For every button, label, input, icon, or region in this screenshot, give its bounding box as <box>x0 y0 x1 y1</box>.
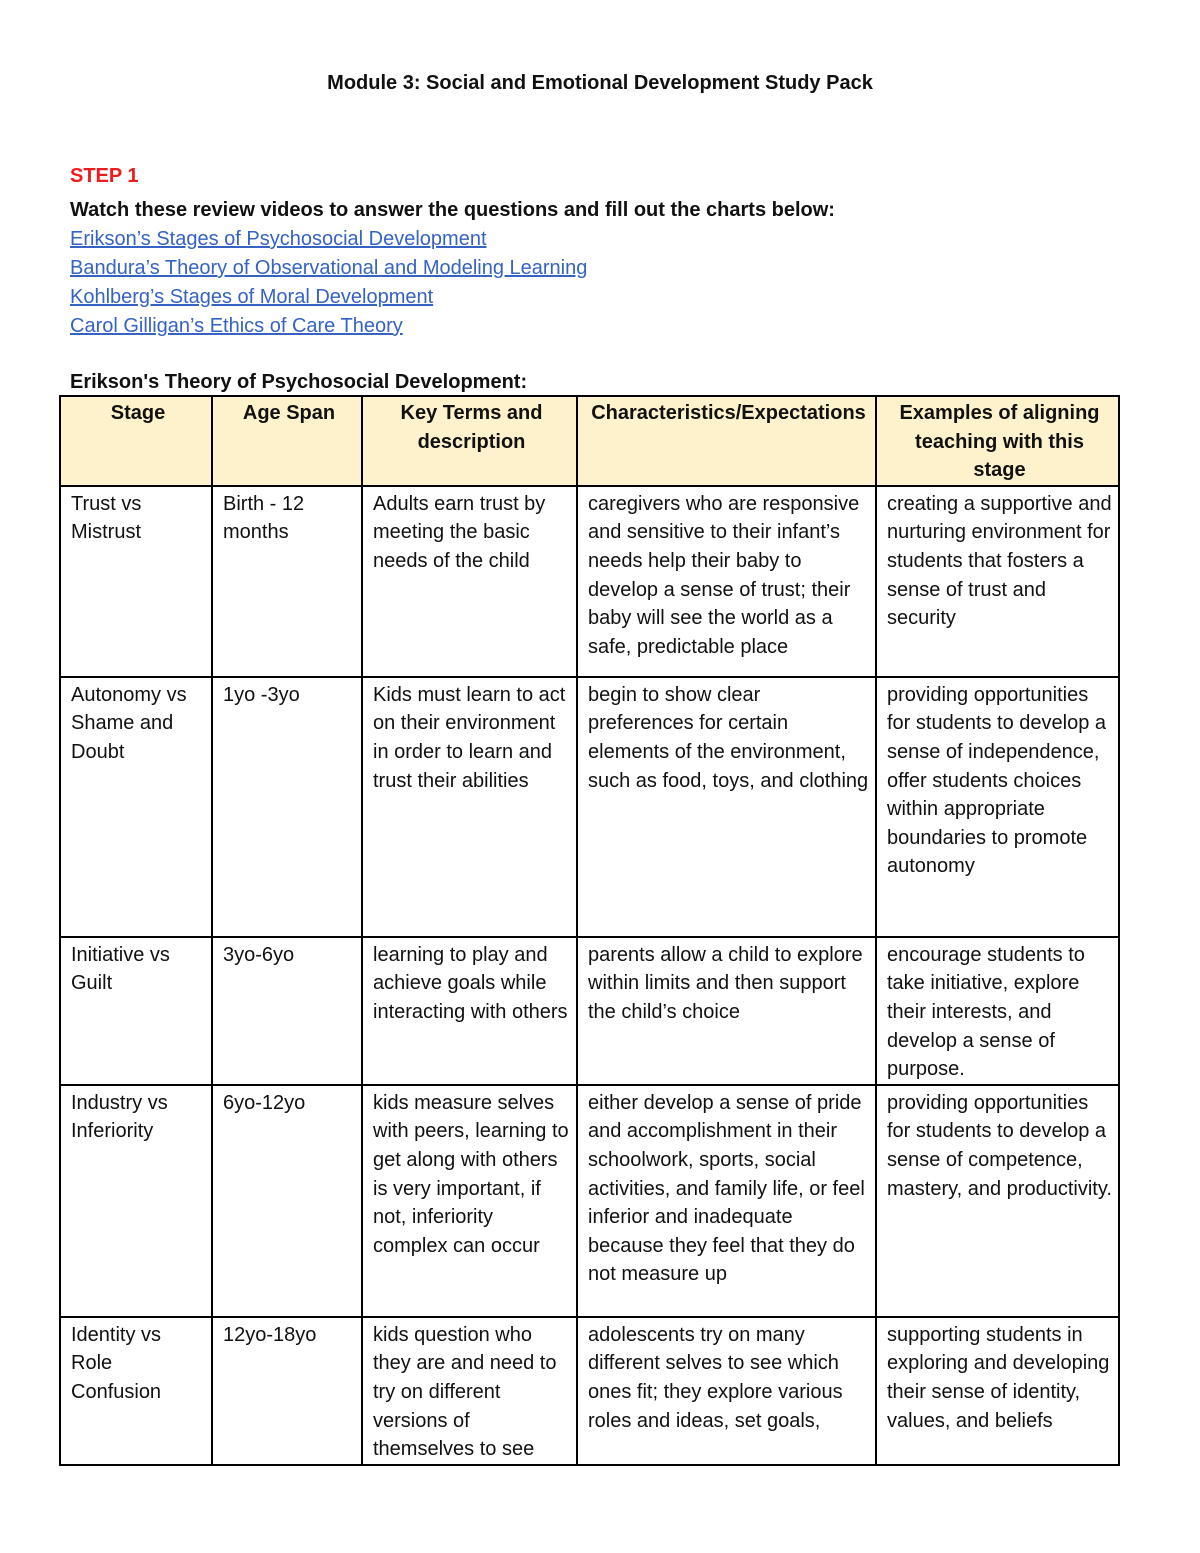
link-gilligan[interactable]: Carol Gilligan’s Ethics of Care Theory <box>70 315 403 337</box>
cell-characteristics: begin to show clear preferences for certain elements of the environment, such as food, toys, and clothing <box>577 677 876 937</box>
link-kohlberg[interactable]: Kohlberg’s Stages of Moral Development <box>70 286 434 308</box>
cell-teaching-examples: creating a supportive and nurturing environment for students that fosters a sense of trust and security <box>876 486 1119 677</box>
header-key-terms: Key Terms and description <box>362 396 577 486</box>
cell-age-span: 1yo -3yo <box>212 677 362 937</box>
cell-stage: Industry vs Inferiority <box>60 1085 212 1317</box>
cell-characteristics: caregivers who are responsive and sensitive to their infant’s needs help their baby to develop a sense of trust; their baby will see the world as a safe, predictable place <box>577 486 876 677</box>
cell-stage: Autonomy vs Shame and Doubt <box>60 677 212 937</box>
cell-age-span: Birth - 12 months <box>212 486 362 677</box>
document-title: Module 3: Social and Emotional Development Study Pack <box>327 72 873 94</box>
cell-teaching-examples: supporting students in exploring and developing their sense of identity, values, and beliefs <box>876 1317 1119 1465</box>
link-item <box>70 284 587 313</box>
cell-stage: Initiative vs Guilt <box>60 937 212 1085</box>
table-heading: Erikson's Theory of Psychosocial Development: <box>70 371 528 393</box>
cell-key-terms: kids question who they are and need to try on different versions of themselves to see <box>362 1317 577 1465</box>
cell-stage: Identity vs Role Confusion <box>60 1317 212 1465</box>
cell-key-terms: learning to play and achieve goals while interacting with others <box>362 937 577 1085</box>
cell-age-span: 3yo-6yo <box>212 937 362 1085</box>
cell-teaching-examples: providing opportunities for students to develop a sense of competence, mastery, and productivity. <box>876 1085 1119 1317</box>
link-erikson[interactable]: Erikson’s Stages of Psychosocial Development <box>70 228 487 250</box>
link-item <box>70 226 587 255</box>
link-item <box>70 313 587 342</box>
cell-key-terms: Kids must learn to act on their environment in order to learn and trust their abilities <box>362 677 577 937</box>
cell-characteristics: parents allow a child to explore within limits and then support the child’s choice <box>577 937 876 1085</box>
table-row <box>60 1317 1119 1465</box>
cell-key-terms: Adults earn trust by meeting the basic needs of the child <box>362 486 577 677</box>
cell-teaching-examples: encourage students to take initiative, explore their interests, and develop a sense of purpose. <box>876 937 1119 1085</box>
table-row <box>60 677 1119 937</box>
instructions-text: Watch these review videos to answer the questions and fill out the charts below: <box>70 199 835 221</box>
cell-teaching-examples: providing opportunities for students to develop a sense of independence, offer students choices within appropriate boundaries to promote autonomy <box>876 677 1119 937</box>
table-header-row <box>60 396 1119 486</box>
table-row <box>60 486 1119 677</box>
link-bandura[interactable]: Bandura’s Theory of Observational and Modeling Learning <box>70 257 588 279</box>
link-item <box>70 255 587 284</box>
table-row <box>60 937 1119 1085</box>
header-characteristics: Characteristics/Expectations <box>577 396 876 486</box>
header-stage: Stage <box>60 396 212 486</box>
cell-key-terms: kids measure selves with peers, learning to get along with others is very important, if not, inferiority complex can occur <box>362 1085 577 1317</box>
cell-characteristics: either develop a sense of pride and accomplishment in their schoolwork, sports, social activities, and family life, or feel inferior and inadequate because they feel that they do not measure up <box>577 1085 876 1317</box>
table-row <box>60 1085 1119 1317</box>
step-label: STEP 1 <box>70 165 139 187</box>
header-age-span: Age Span <box>212 396 362 486</box>
cell-characteristics: adolescents try on many different selves to see which ones fit; they explore various roles and ideas, set goals, <box>577 1317 876 1465</box>
header-teaching-examples: Examples of aligning teaching with this stage <box>876 396 1119 486</box>
cell-age-span: 12yo-18yo <box>212 1317 362 1465</box>
erikson-stages-table <box>59 395 1120 1466</box>
video-links-list <box>70 226 587 342</box>
cell-age-span: 6yo-12yo <box>212 1085 362 1317</box>
cell-stage: Trust vs Mistrust <box>60 486 212 677</box>
